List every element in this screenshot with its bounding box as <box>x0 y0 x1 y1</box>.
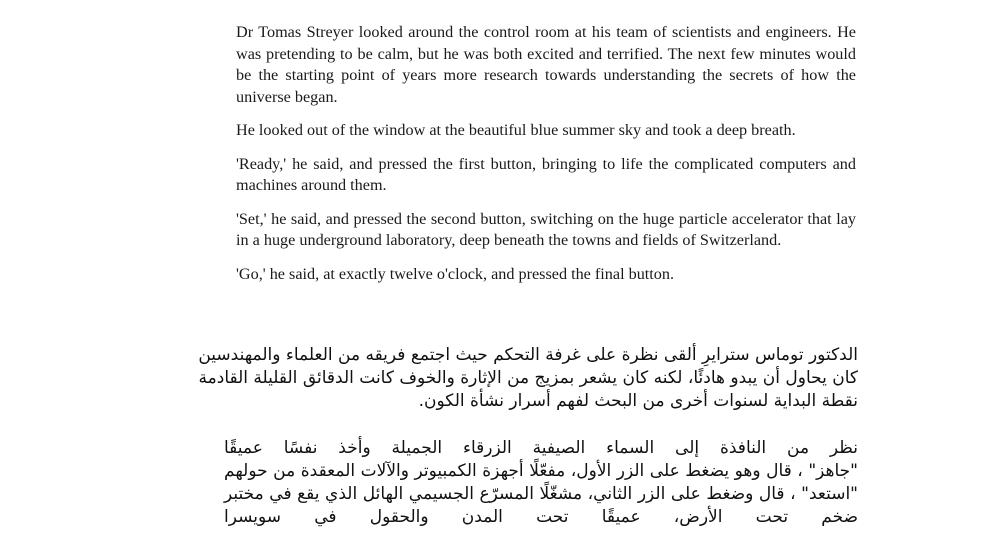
arabic-line: كان يحاول أن يبدو هادئًا، لكنه كان يشعر بمزيج من الإثارة والخوف كانت الدقائق القليلة القادمة <box>198 368 858 388</box>
english-paragraph-3: 'Ready,' he said, and pressed the first button, bringing to life the complicated computers and machines around them. <box>236 154 856 194</box>
arabic-paragraph-2 <box>224 437 858 529</box>
english-text-block <box>236 22 856 297</box>
arabic-line: نظر من النافذة إلى السماء الصيفية الزرقاء الجميلة وأخذ نفسًا عميقًا <box>224 438 858 458</box>
arabic-paragraph-1 <box>198 344 858 413</box>
arabic-line: نقطة البداية لسنوات أخرى من البحث لفهم أسرار نشأة الكون. <box>418 391 858 411</box>
arabic-text-block <box>198 344 858 529</box>
english-paragraph-2: He looked out of the window at the beautiful blue summer sky and took a deep breath. <box>236 121 796 139</box>
arabic-line: ضخم تحت الأرض، عميقًا تحت المدن والحقول في سويسرا <box>224 507 858 527</box>
english-paragraph-4: 'Set,' he said, and pressed the second button, switching on the huge particle accelerator that lay in a huge underground laboratory, deep beneath the towns and fields of Switzerland. <box>236 209 856 249</box>
english-paragraph-1: Dr Tomas Streyer looked around the control room at his team of scientists and engineers. He was pretending to be calm, but he was both excited and terrified. The next few minutes would be the starting point of years more research towards understanding the secrets of how the universe began. <box>236 23 856 106</box>
arabic-line: "استعد" ، قال وضغط على الزر الثاني، مشغّلًا المسرّع الجسيمي الهائل الذي يقع في مختبر <box>224 484 858 504</box>
english-paragraph-5: 'Go,' he said, at exactly twelve o'clock, and pressed the final button. <box>236 264 675 283</box>
arabic-line: الدكتور توماس سترايرِ ألقى نظرة على غرفة التحكم حيث اجتمع فريقه من العلماء والمهندسين <box>198 345 858 365</box>
arabic-line: "جاهز" ، قال وهو يضغط على الزر الأول، مفعّلًا أجهزة الكمبيوتر والآلات المعقدة من حولهم <box>224 461 858 481</box>
